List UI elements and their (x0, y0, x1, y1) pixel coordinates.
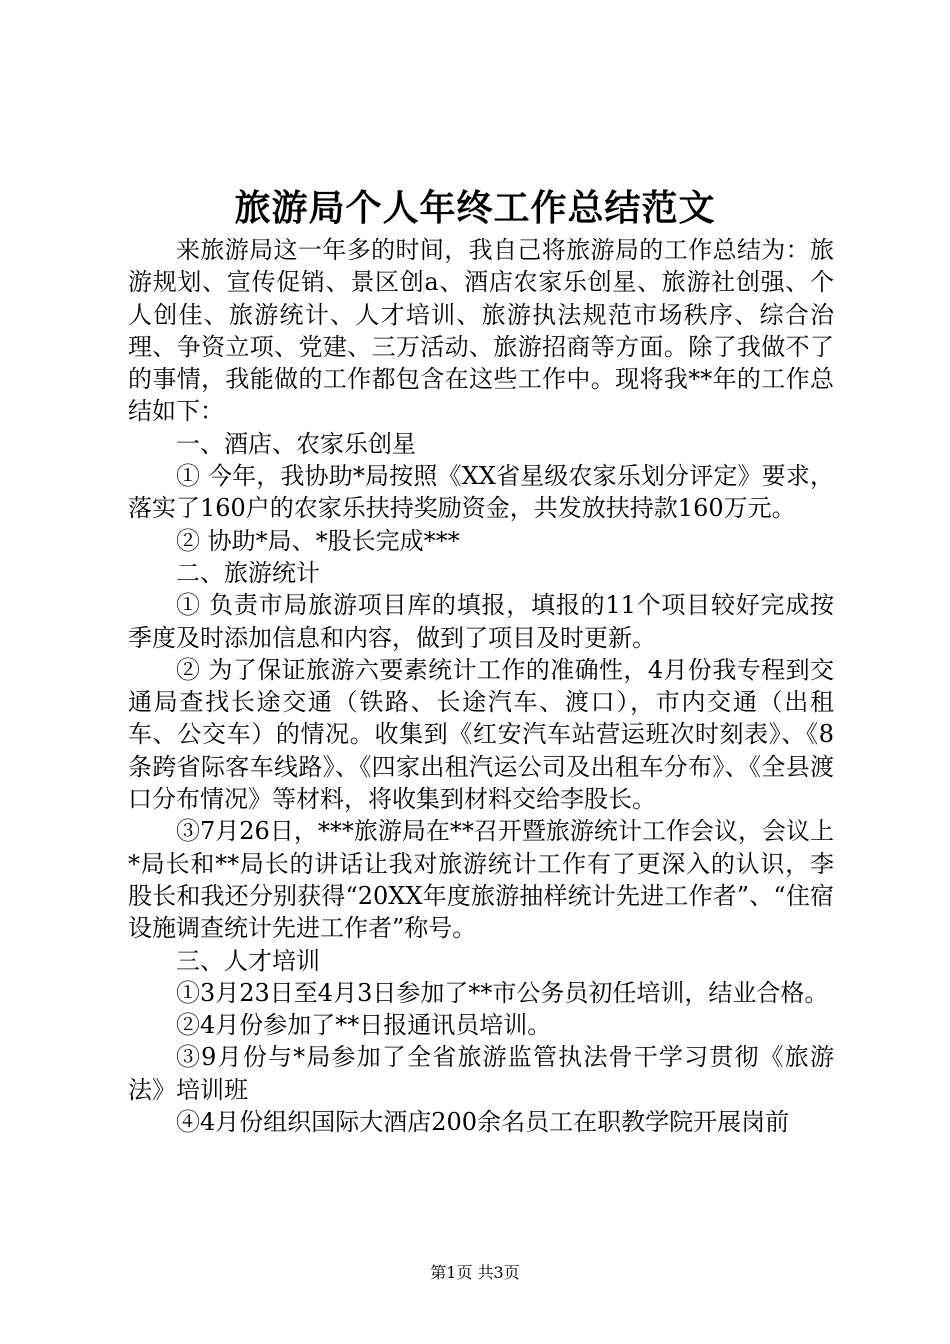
paragraph-training-1: ①3月23日至4月3日参加了**市公务员初任培训，结业合格。 (176, 978, 829, 1007)
section-heading-statistics: 二、旅游统计 (176, 558, 320, 587)
document-body (128, 234, 834, 1138)
section-heading-training: 三、人才培训 (176, 946, 320, 975)
paragraph-hotel-2: ② 协助*局、*股长完成*** (176, 526, 460, 555)
paragraph-statistics-2: ② 为了保证旅游六要素统计工作的准确性，4月份我专程到交通局查找长途交通（铁路、长途汽车、渡口），市内交通（出租车、公交车）的情况。收集到《红安汽车站营运班次时刻表》、《8条跨省际客车线路》、《四家出租汽运公司及出租车分布》、《全县渡口分布情况》等材料，将收集到材料交给李股长。 (128, 655, 834, 814)
paragraph-training-3: ③9月份与*局参加了全省旅游监管执法骨干学习贯彻《旅游法》培训班 (128, 1043, 834, 1104)
section-heading-hotel: 一、酒店、农家乐创星 (176, 429, 416, 458)
paragraph-intro: 来旅游局这一年多的时间，我自己将旅游局的工作总结为：旅游规划、宣传促销、景区创a、酒店农家乐创星、旅游社创强、个人创佳、旅游统计、人才培训、旅游执法规范市场秩序、综合治理、争资立项、党建、三万活动、旅游招商等方面。除了我做不了的事情，我能做的工作都包含在这些工作中。现将我**年的工作总结如下： (128, 236, 834, 426)
paragraph-training-4: ④4月份组织国际大酒店200余名员工在职教学院开展岗前 (176, 1108, 790, 1137)
page-indicator: 第1页 共3页 (430, 1263, 520, 1282)
paragraph-statistics-1: ① 负责市局旅游项目库的填报，填报的11个项目较好完成按季度及时添加信息和内容，做到了项目及时更新。 (128, 591, 834, 652)
paragraph-training-2: ②4月份参加了**日报通讯员培训。 (176, 1011, 552, 1040)
paragraph-hotel-1: ① 今年，我协助*局按照《XX省星级农家乐划分评定》要求，落实了160户的农家乐扶持奖励资金，共发放扶持款160万元。 (128, 462, 834, 523)
document-title: 旅游局个人年终工作总结范文 (234, 187, 716, 229)
paragraph-statistics-3: ③7月26日，***旅游局在**召开暨旅游统计工作会议，会议上*局长和**局长的讲话让我对旅游统计工作有了更深入的认识，李股长和我还分别获得“20XX年度旅游抽样统计先进工作者”、“住宿设施调查统计先进工作者”称号。 (128, 817, 834, 943)
